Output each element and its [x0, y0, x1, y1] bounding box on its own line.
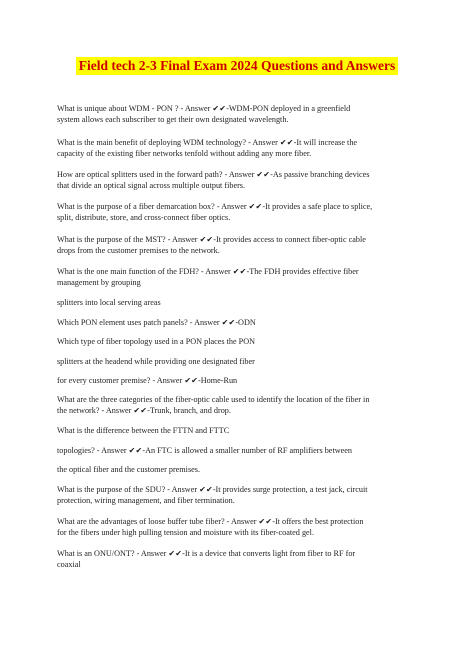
answer-line: drops from the customer premises to the network.	[57, 246, 220, 255]
answer-line: the network? - Answer ✔✔-Trunk, branch, and drop.	[57, 406, 231, 415]
question-line: Which PON element uses patch panels? - Answer ✔✔-ODN	[57, 318, 256, 327]
question-line: topologies? - Answer ✔✔-An FTC is allowed a smaller number of RF amplifiers between	[57, 446, 352, 455]
question-line: Which type of fiber topology used in a PON places the PON	[57, 337, 256, 346]
question-line: What is unique about WDM - PON ? - Answer ✔✔-WDM-PON deployed in a greenfield	[57, 104, 351, 113]
question-line: What is the difference between the FTTN and FTTC	[57, 426, 230, 435]
question-line: What is the purpose of the SDU? - Answer ✔✔-It provides surge protection, a test jack, circuit	[57, 485, 368, 494]
document-title: Field tech 2-3 Final Exam 2024 Questions and Answers	[76, 57, 399, 75]
answer-line: coaxial	[57, 560, 81, 569]
question-line: What is the purpose of a fiber demarcation box? - Answer ✔✔-It provides a safe place to splice,	[57, 202, 373, 211]
answer-line: that divide an optical signal across multiple output fibers.	[57, 181, 246, 190]
answer-line: the optical fiber and the customer premises.	[57, 465, 201, 474]
answer-line: split, distribute, store, and cross-connect fiber optics.	[57, 213, 231, 222]
answer-line: protection, wiring management, and fiber termination.	[57, 496, 235, 505]
answer-line: for the fibers under high pulling tension and moisture with its fiber-coated gel.	[57, 528, 314, 537]
question-line: What is the main benefit of deploying WDM technology? - Answer ✔✔-It will increase the	[57, 138, 358, 147]
title-container	[0, 57, 474, 75]
question-line: What are the three categories of the fiber-optic cable used to identify the location of the fiber in	[57, 395, 370, 404]
answer-line: splitters into local serving areas	[57, 298, 161, 307]
question-line: for every customer premise? - Answer ✔✔-Home-Run	[57, 376, 238, 385]
question-line: What is the one main function of the FDH? - Answer ✔✔-The FDH provides effective fiber	[57, 267, 359, 276]
question-line: splitters at the headend while providing one designated fiber	[57, 357, 255, 366]
question-line: What are the advantages of loose buffer tube fiber? - Answer ✔✔-It offers the best protection	[57, 517, 364, 526]
answer-line: system allows each subscriber to get their own designated wavelength.	[57, 115, 289, 124]
question-line: What is an ONU/ONT? - Answer ✔✔-It is a device that converts light from fiber to RF for	[57, 549, 356, 558]
answer-line: capacity of the existing fiber networks tenfold without adding any more fiber.	[57, 149, 312, 158]
question-line: What is the purpose of the MST? - Answer ✔✔-It provides access to connect fiber-optic cable	[57, 235, 366, 244]
answer-line: management by grouping	[57, 278, 141, 287]
question-line: How are optical splitters used in the forward path? - Answer ✔✔-As passive branching devices	[57, 170, 370, 179]
